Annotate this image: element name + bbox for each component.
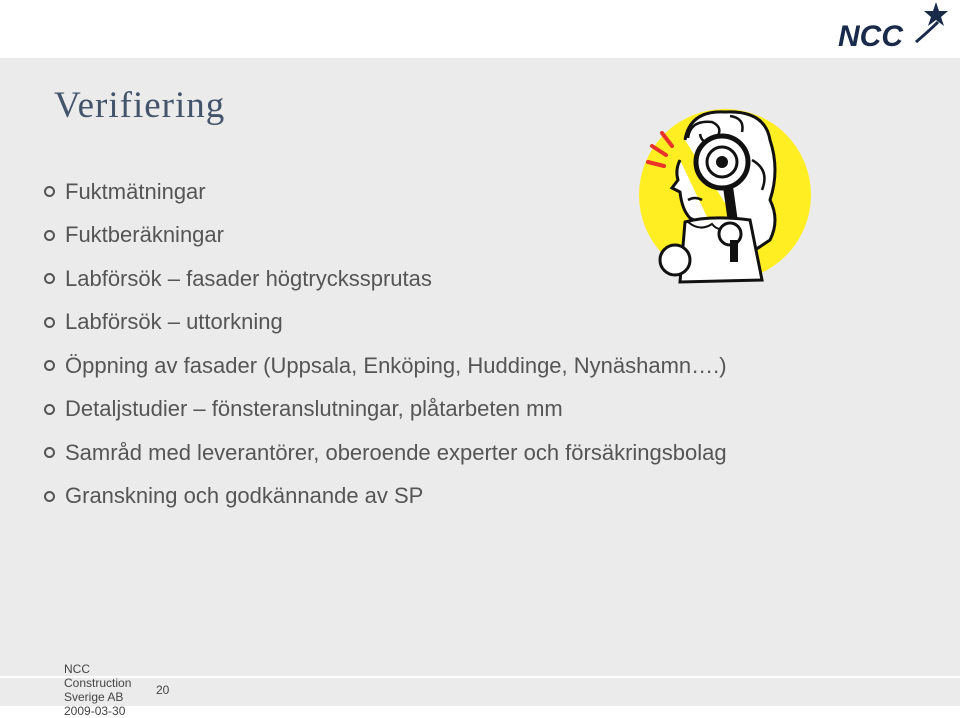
bullet-circle-icon (44, 360, 55, 371)
list-item: Labförsök – uttorkning (44, 301, 727, 345)
list-item: Fuktmätningar (44, 170, 727, 214)
bullet-circle-icon (44, 404, 55, 415)
list-item: Labförsök – fasader högtryckssprutas (44, 257, 727, 301)
list-item: Öppning av fasader (Uppsala, Enköping, Huddinge, Nynäshamn….) (44, 344, 727, 388)
bullet-circle-icon (44, 317, 55, 328)
svg-text:NCC: NCC (838, 20, 903, 52)
slide-title: Verifiering (54, 85, 226, 126)
footer-divider (0, 676, 960, 678)
bullet-circle-icon (44, 273, 55, 284)
bullet-circle-icon (44, 186, 55, 197)
page-number: 20 (156, 683, 170, 697)
list-item: Fuktberäkningar (44, 214, 727, 258)
list-item: Detaljstudier – fönsteranslutningar, plåtarbeten mm (44, 388, 727, 432)
list-item: Granskning och godkännande av SP (44, 475, 727, 519)
list-item: Samråd med leverantörer, oberoende experter och försäkringsbolag (44, 431, 727, 475)
bullet-circle-icon (44, 447, 55, 458)
ncc-logo (838, 2, 954, 52)
bullet-list (44, 170, 727, 518)
footer-company: NCC Construction Sverige AB 2009-03-30 (64, 662, 132, 718)
header-band (0, 0, 960, 58)
bullet-circle-icon (44, 230, 55, 241)
inspector-magnifying-glass-icon (630, 100, 820, 290)
bullet-circle-icon (44, 491, 55, 502)
